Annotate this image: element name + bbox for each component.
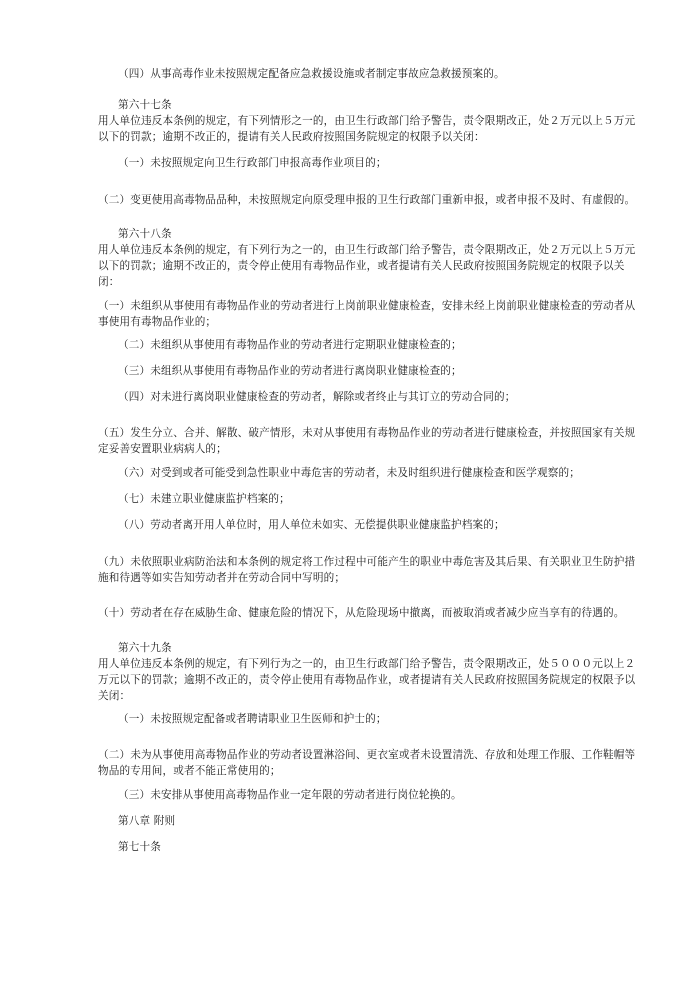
article-heading: 第七十条 (118, 841, 161, 853)
item-paragraph: （四）对未进行离岗职业健康检查的劳动者，解除或者终止与其订立的劳动合同的； (118, 391, 516, 403)
item-paragraph: （一）未按照规定向卫生行政部门申报高毒作业项目的； (118, 157, 387, 169)
article-body: 用人单位违反本条例的规定，有下列行为之一的，由卫生行政部门给予警告，责令限期改正，处５０００元以上２万元以下的罚款；逾期不改正的，责令停止使用有毒物品作业，或者提请有关人民政府按照国务院规定的权限予以关闭： (98, 658, 636, 702)
item-paragraph: （七）未建立职业健康监护档案的； (118, 493, 290, 505)
item-paragraph: （一）未按照规定配备或者聘请职业卫生医师和护士的； (118, 713, 387, 725)
item-paragraph: （九）未依照职业病防治法和本条例的规定将工作过程中可能产生的职业中毒危害及其后果、有关职业卫生防护措施和待遇等如实告知劳动者并在劳动合同中写明的； (98, 556, 636, 584)
item-paragraph: （三）未组织从事使用有毒物品作业的劳动者进行离岗职业健康检查的； (118, 365, 462, 377)
item-paragraph: （二）未为从事使用高毒物品作业的劳动者设置淋浴间、更衣室或者未设置清洗、存放和处理工作服、工作鞋帽等物品的专用间，或者不能正常使用的； (98, 749, 636, 777)
item-paragraph: （一）未组织从事使用有毒物品作业的劳动者进行上岗前职业健康检查，安排未经上岗前职业健康检查的劳动者从事使用有毒物品作业的； (98, 300, 636, 328)
article-heading: 第六十七条 (118, 99, 172, 111)
article-heading: 第六十八条 (118, 228, 172, 240)
item-paragraph: （三）未安排从事使用高毒物品作业一定年限的劳动者进行岗位轮换的。 (118, 789, 462, 801)
item-paragraph: （六）对受到或者可能受到急性职业中毒危害的劳动者，未及时组织进行健康检查和医学观察的； (118, 467, 580, 479)
chapter-heading: 第八章 附则 (118, 815, 176, 827)
article-body: 用人单位违反本条例的规定，有下列行为之一的，由卫生行政部门给予警告，责令限期改正，处２万元以上５万元以下的罚款；逾期不改正的，责令停止使用有毒物品作业，或者提请有关人民政府按照国务院规定的权限予以关闭： (98, 244, 636, 288)
item-paragraph: （五）发生分立、合并、解散、破产情形，未对从事使用有毒物品作业的劳动者进行健康检查，并按照国家有关规定妥善安置职业病病人的； (98, 427, 636, 455)
item-paragraph: （二）未组织从事使用有毒物品作业的劳动者进行定期职业健康检查的； (118, 339, 462, 351)
item-paragraph: （十）劳动者在存在威胁生命、健康危险的情况下，从危险现场中撤离，而被取消或者减少应当享有的待遇的。 (98, 607, 625, 619)
item-paragraph: （二）变更使用高毒物品品种，未按照规定向原受理申报的卫生行政部门重新申报，或者申报不及时、有虚假的。 (98, 194, 636, 206)
article-heading: 第六十九条 (118, 642, 172, 654)
item-paragraph: （四）从事高毒作业未按照规定配备应急救援设施或者制定事故应急救援预案的。 (118, 68, 505, 80)
item-paragraph: （八）劳动者离开用人单位时，用人单位未如实、无偿提供职业健康监护档案的； (118, 519, 505, 531)
article-body: 用人单位违反本条例的规定，有下列情形之一的，由卫生行政部门给予警告，责令限期改正，处２万元以上５万元以下的罚款；逾期不改正的，提请有关人民政府按照国务院规定的权限予以关闭： (98, 115, 636, 143)
